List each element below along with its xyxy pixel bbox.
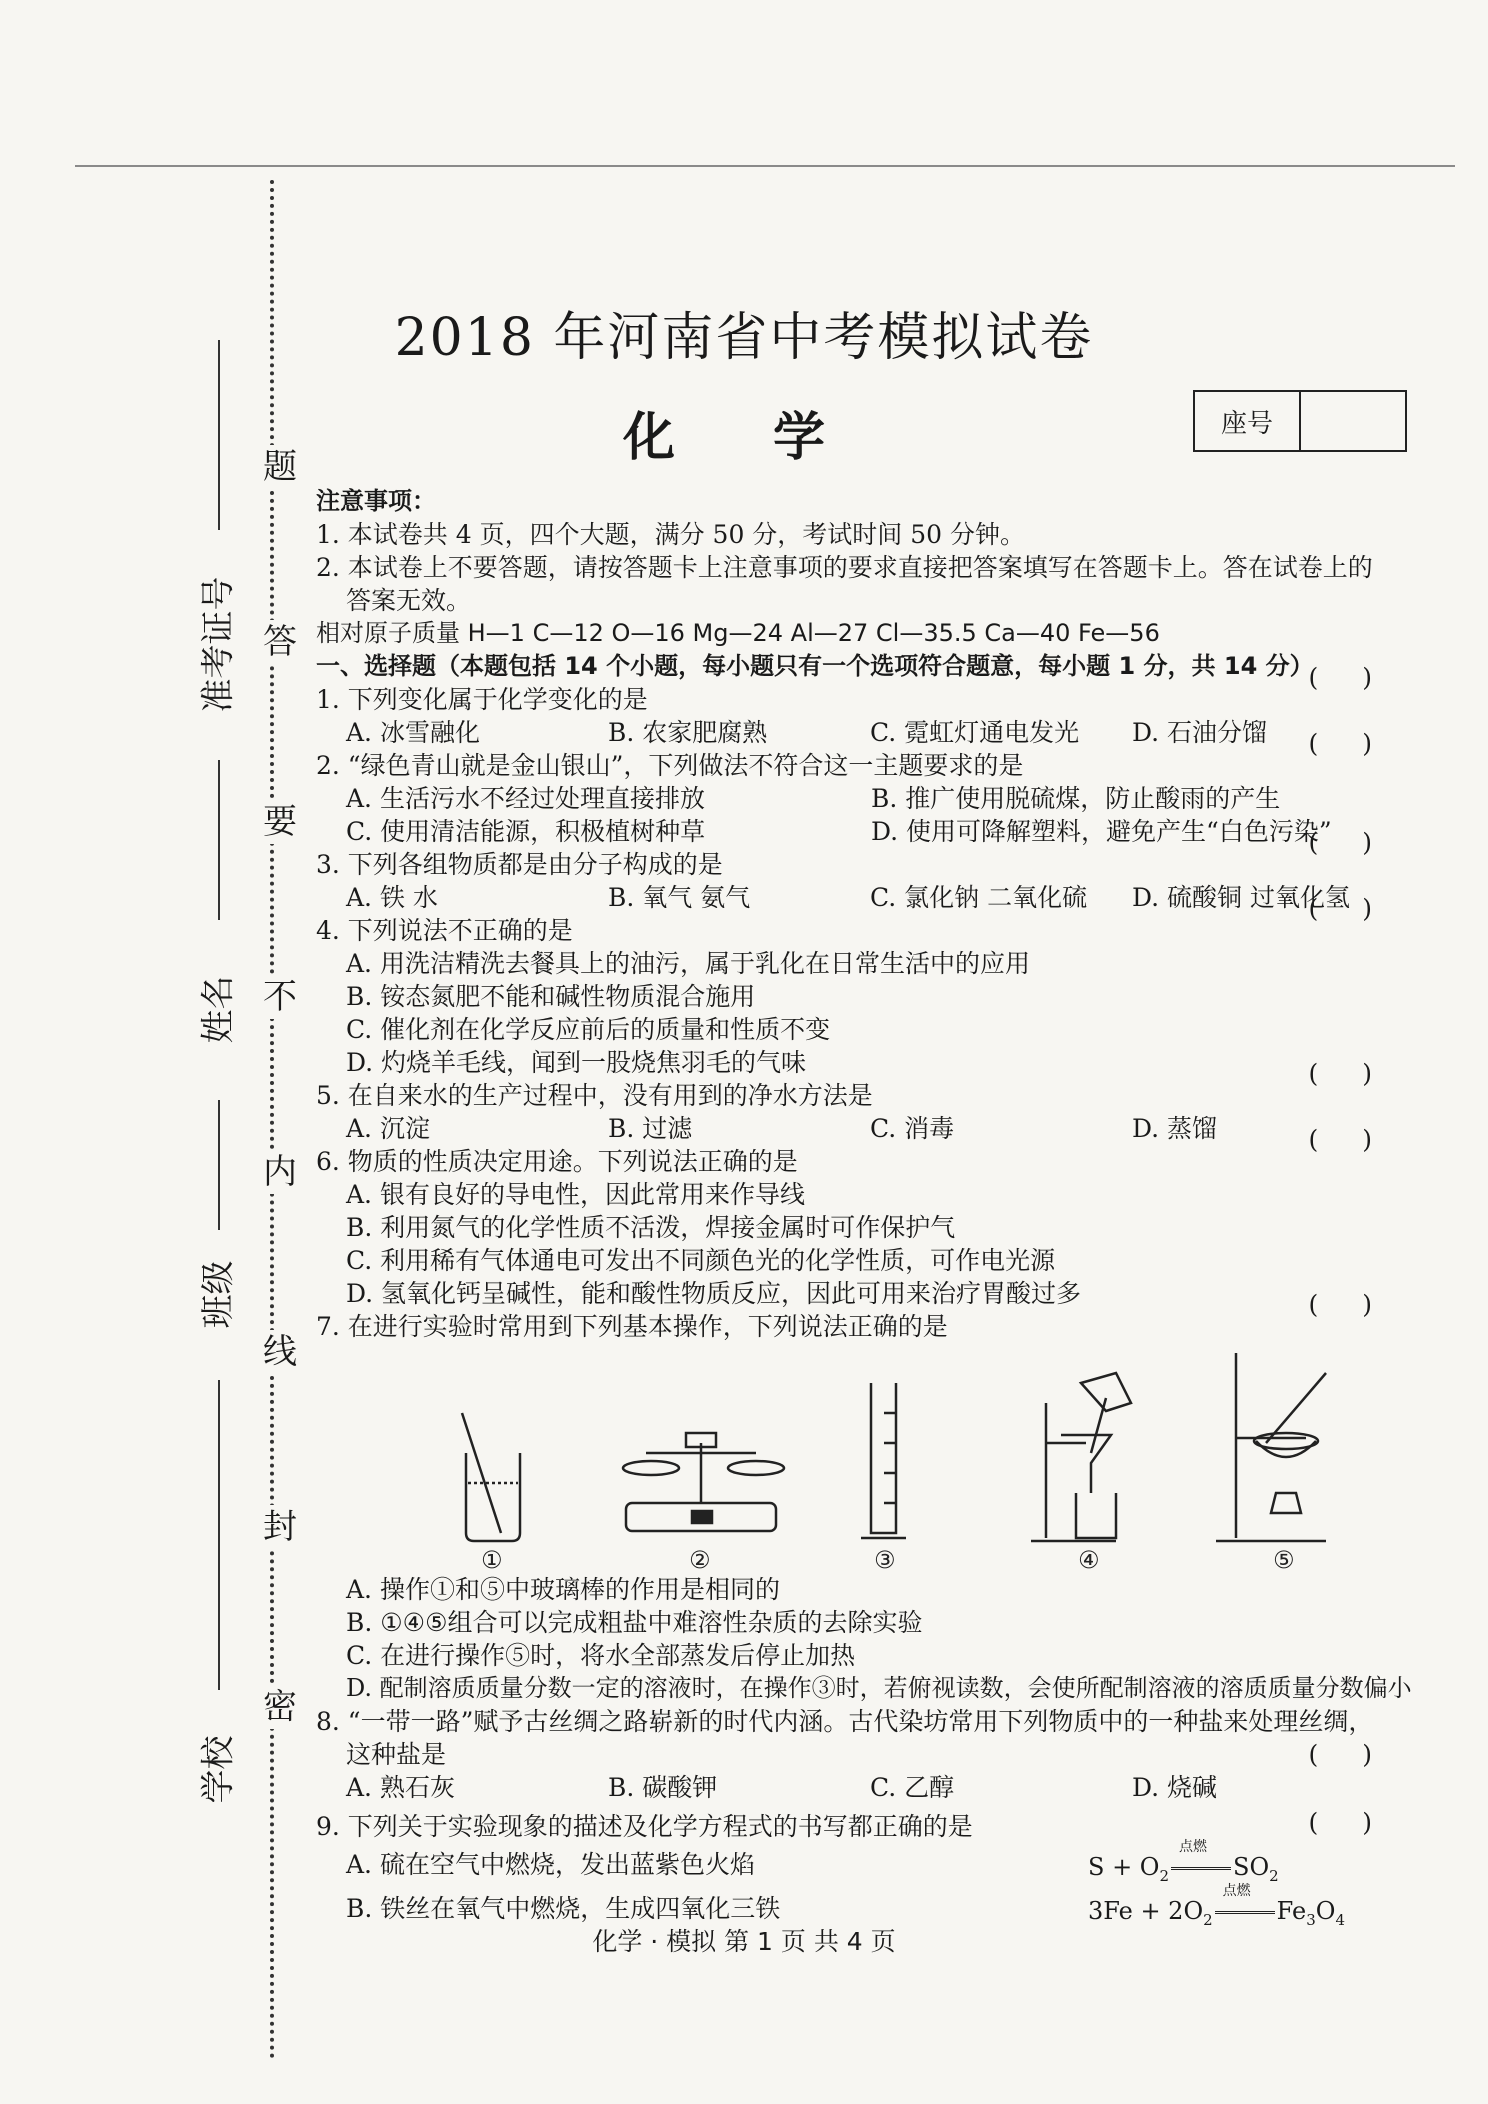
option: C. 氯化钠 二氧化硫 (870, 883, 1088, 912)
question-9-option-a (316, 1839, 1436, 1887)
option: B. ①④⑤组合可以完成粗盐中难溶性杂质的去除实验 (346, 1608, 923, 1637)
subject-title: 化 学 (622, 407, 866, 468)
option: A. 操作①和⑤中玻璃棒的作用是相同的 (346, 1575, 780, 1604)
note-item: 2. 本试卷上不要答题，请按答题卡上注意事项的要求直接把答案填写在答题卡上。答在试卷上的 (316, 553, 1373, 582)
option: D. 配制溶质质量分数一定的溶液时，在操作③时，若俯视读数，会使所配制溶液的溶质质量分数偏小 (346, 1674, 1412, 1702)
option: C. 消毒 (870, 1114, 955, 1143)
seal-char: 封 (258, 1505, 302, 1549)
balance-scale-icon (623, 1433, 784, 1531)
option: B. 农家肥腐熟 (608, 718, 768, 747)
seal-char: 题 (258, 445, 302, 489)
apparatus-figures (316, 1343, 1436, 1573)
option: B. 过滤 (608, 1114, 693, 1143)
filtration-icon (1031, 1373, 1131, 1541)
notes-heading: 注意事项： (316, 487, 436, 515)
section-heading: 一、选择题（本题包括 14 个小题，每小题只有一个选项符合题意，每小题 1 分，共 14 分） (316, 652, 1314, 680)
answer-paren: () (1308, 663, 1416, 692)
page-footer: 化学 · 模拟 第 1 页 共 4 页 (592, 1927, 896, 1956)
question-stem: 4. 下列说法不正确的是 (316, 916, 573, 945)
answer-paren: () (1308, 1290, 1416, 1319)
option: B. 利用氮气的化学性质不活泼，焊接金属时可作保护气 (346, 1213, 956, 1242)
option: C. 霓虹灯通电发光 (870, 718, 1080, 747)
answer-paren: () (1308, 1059, 1416, 1088)
question-stem: 这种盐是 (346, 1740, 447, 1769)
apparatus-svg (316, 1343, 1436, 1573)
seat-label: 座号 (1195, 392, 1301, 450)
top-rule (75, 165, 1455, 167)
question-stem: 5. 在自来水的生产过程中，没有用到的净水方法是 (316, 1081, 873, 1110)
note-item: 答案无效。 (346, 586, 472, 615)
option: A. 硫在空气中燃烧，发出蓝紫色火焰 (346, 1850, 755, 1879)
option: A. 冰雪融化 (346, 718, 480, 747)
answer-paren: () (1308, 1808, 1416, 1837)
school-blank[interactable] (218, 1380, 220, 1690)
option: A. 生活污水不经过处理直接排放 (346, 784, 705, 813)
exam-content (316, 485, 1436, 1931)
equation-b: $3Fe + 2O_2$ 点燃 $Fe_3O_4$ (1088, 1889, 1345, 1942)
exam-number-label: 准考证号 (198, 576, 239, 713)
option: A. 熟石灰 (346, 1773, 455, 1802)
seat-number-field[interactable] (1301, 392, 1405, 450)
question-stem: 1. 下列变化属于化学变化的是 (316, 685, 648, 714)
seat-number-box (1193, 390, 1407, 452)
atomic-mass-line: 相对原子质量 H—1 C—12 O—16 Mg—24 Al—27 Cl—35.5 Ca—40 Fe—56 (316, 619, 1160, 647)
option: D. 氢氧化钙呈碱性，能和酸性物质反应，因此可用来治疗胃酸过多 (346, 1279, 1082, 1308)
seal-char: 内 (258, 1150, 302, 1194)
class-label: 班级 (198, 1260, 239, 1329)
seal-char: 答 (258, 620, 302, 664)
fig-label: ④ (1078, 1546, 1100, 1573)
evaporation-icon (1216, 1353, 1326, 1541)
class-blank[interactable] (218, 1100, 220, 1230)
question-stem: 7. 在进行实验时常用到下列基本操作，下列说法正确的是 (316, 1312, 948, 1341)
option: B. 氧气 氨气 (608, 883, 751, 912)
name-label: 姓名 (198, 975, 239, 1044)
question-8-cont (316, 1738, 1436, 1771)
option: D. 烧碱 (1132, 1773, 1218, 1802)
seal-char: 要 (258, 800, 302, 844)
answer-paren: () (1308, 828, 1416, 857)
option: B. 碳酸钾 (608, 1773, 718, 1802)
question-3-options (316, 881, 1436, 914)
option: C. 催化剂在化学反应前后的质量和性质不变 (346, 1015, 831, 1044)
option: C. 使用清洁能源，积极植树种草 (346, 817, 706, 846)
equation-a: $S + O_2$ 点燃 $SO_2$ (1088, 1845, 1279, 1898)
option: D. 石油分馏 (1132, 718, 1268, 747)
question-8: 8. “一带一路”赋予古丝绸之路崭新的时代内涵。古代染坊常用下列物质中的一种盐来处理丝绸， (316, 1707, 1374, 1736)
option: A. 沉淀 (346, 1114, 430, 1143)
option: C. 乙醇 (870, 1773, 955, 1802)
seal-char: 线 (258, 1330, 302, 1374)
question-stem: 6. 物质的性质决定用途。下列说法正确的是 (316, 1147, 798, 1176)
beaker-stirring-icon (462, 1413, 520, 1541)
fig-label: ② (689, 1546, 711, 1573)
option: A. 银有良好的导电性，因此常用来作导线 (346, 1180, 805, 1209)
option: B. 铵态氮肥不能和碱性物质混合施用 (346, 982, 756, 1011)
fig-label: ⑤ (1273, 1546, 1295, 1573)
answer-paren: () (1308, 729, 1416, 758)
fig-label: ③ (874, 1546, 896, 1573)
answer-paren: () (1308, 1740, 1416, 1769)
question-8-options (316, 1771, 1436, 1804)
option: D. 蒸馏 (1132, 1114, 1218, 1143)
option: B. 推广使用脱硫煤，防止酸雨的产生 (871, 784, 1281, 813)
question-stem: 2. “绿色青山就是金山银山”，下列做法不符合这一主题要求的是 (316, 751, 1024, 780)
graduated-cylinder-icon (861, 1383, 906, 1538)
option: D. 使用可降解塑料，避免产生“白色污染” (871, 817, 1332, 846)
question-5-options (316, 1112, 1436, 1145)
option: D. 灼烧羊毛线，闻到一股烧焦羽毛的气味 (346, 1048, 807, 1077)
answer-paren: () (1308, 894, 1416, 923)
seal-char: 密 (258, 1685, 302, 1729)
name-blank[interactable] (218, 760, 220, 920)
question-stem: 9. 下列关于实验现象的描述及化学方程式的书写都正确的是 (316, 1812, 973, 1841)
option: C. 利用稀有气体通电可发出不同颜色光的化学性质，可作电光源 (346, 1246, 1056, 1275)
seal-char: 不 (258, 975, 302, 1019)
question-1-options (316, 716, 1436, 749)
option: A. 用洗洁精洗去餐具上的油污，属于乳化在日常生活中的应用 (346, 949, 1030, 978)
exam-title: 2018 年河南省中考模拟试卷 (394, 308, 1094, 368)
note-item: 1. 本试卷共 4 页，四个大题，满分 50 分，考试时间 50 分钟。 (316, 520, 1026, 549)
question-2-options (316, 815, 1436, 848)
reaction-condition: 点燃 (1179, 1839, 1208, 1855)
question-2-options (316, 782, 1436, 815)
option: A. 铁 水 (346, 883, 438, 912)
option: C. 在进行操作⑤时，将水全部蒸发后停止加热 (346, 1641, 856, 1670)
answer-paren: () (1308, 1125, 1416, 1154)
fig-label: ① (481, 1546, 503, 1573)
reaction-condition: 点燃 (1222, 1883, 1251, 1899)
option: D. 硫酸铜 过氧化氢 (1132, 883, 1350, 912)
question-stem: 3. 下列各组物质都是由分子构成的是 (316, 850, 723, 879)
option: B. 铁丝在氧气中燃烧，生成四氧化三铁 (346, 1894, 781, 1923)
school-label: 学校 (198, 1735, 239, 1804)
question-9 (316, 1810, 1436, 1843)
